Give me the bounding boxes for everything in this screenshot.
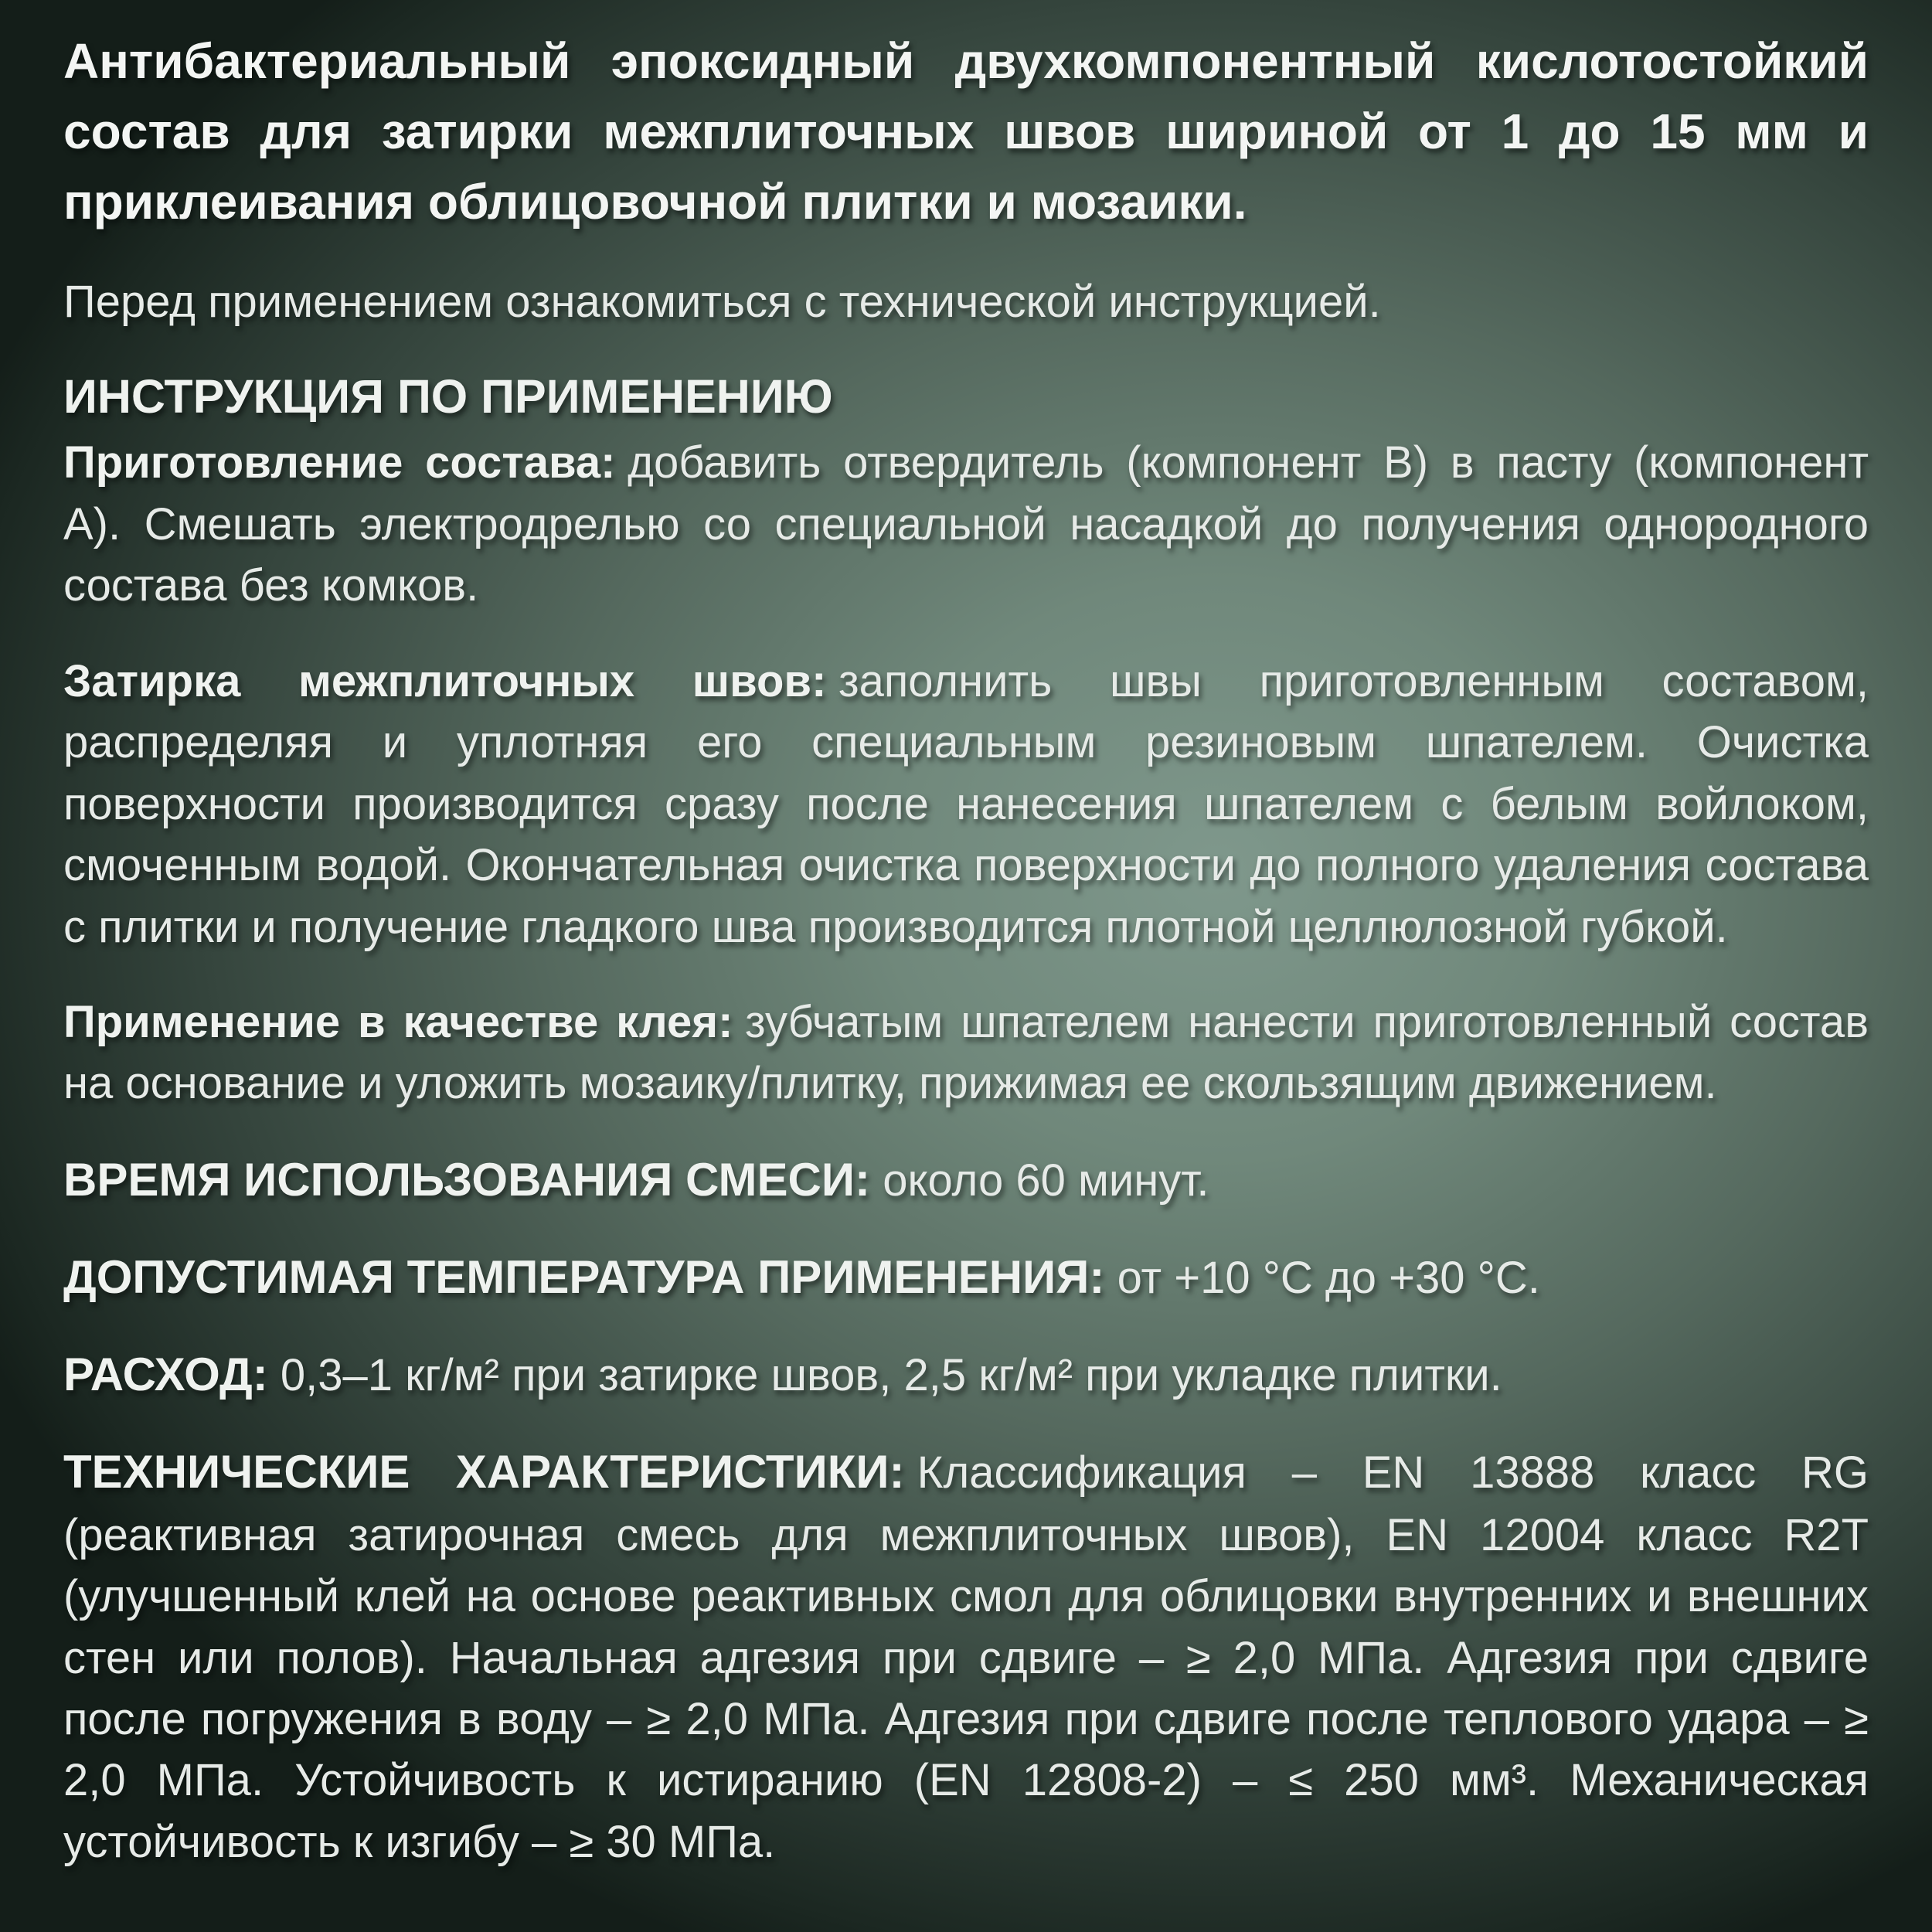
spec-consumption-text: 0,3–1 кг/м² при затирке швов, 2,5 кг/м² при укладке плитки.	[280, 1350, 1502, 1401]
spec-consumption	[63, 1343, 1869, 1406]
spec-consumption-label: РАСХОД:	[63, 1349, 268, 1401]
section-grouting-label: Затирка межплиточных швов:	[63, 655, 827, 706]
intro-paragraph: Антибактериальный эпоксидный двухкомпонентный кислотостойкий состав для затирки межплиточных швов шириной от 1 до 15 мм и приклеивания облицовочной плитки и мозаики.	[63, 33, 1869, 230]
section-adhesive-text: зубчатым шпателем нанести приготовленный состав на основание и уложить мозаику/плитку, прижимая ее скользящим движением.	[63, 997, 1869, 1109]
spec-working-time-text: около 60 минут.	[883, 1155, 1209, 1206]
instructions-title: ИНСТРУКЦИЯ ПО ПРИМЕНЕНИЮ	[63, 370, 833, 423]
section-grouting	[63, 651, 1869, 957]
section-preparation-label: Приготовление состава:	[63, 437, 616, 488]
section-preparation-text: добавить отвердитель (компонент В) в пасту (компонент А). Смешать электродрелью со специальной насадкой до получения однородного состава без комков.	[63, 437, 1869, 611]
usage-note: Перед применением ознакомиться с технической инструкцией.	[63, 276, 1381, 327]
spec-temperature-label: ДОПУСТИМАЯ ТЕМПЕРАТУРА ПРИМЕНЕНИЯ:	[63, 1251, 1105, 1304]
spec-technical	[63, 1440, 1869, 1872]
section-adhesive-label: Применение в качестве клея:	[63, 997, 733, 1047]
spec-technical-text: Классификация – EN 13888 класс RG (реактивная затирочная смесь для межплиточных швов), EN 12004 класс R2T (улучшенный клей на основе реактивных смол для облицовки внутренних и внешних стен или полов). Начальная адгезия при сдвиге – ≥ 2,0 МПа. Адгезия при сдвиге после погружения в воду – ≥ 2,0 МПа. Адгезия при сдвиге после теплового удара – ≥ 2,0 МПа. Устойчивость к истиранию (EN 12808-2) – ≤ 250 мм³. Механическая устойчивость к изгибу – ≥ 30 МПа.	[63, 1447, 1869, 1867]
section-preparation	[63, 432, 1869, 616]
spec-temperature	[63, 1246, 1869, 1309]
section-grouting-text: заполнить швы приготовленным составом, распределяя и уплотняя его специальным резиновым шпателем. Очистка поверхности производится сразу после нанесения шпателем с белым войлоком, смоченным водой. Окончательная очистка поверхности до полного удаления состава с плитки и получение гладкого шва производится плотной целлюлозной губкой.	[63, 655, 1869, 952]
section-adhesive	[63, 992, 1869, 1114]
spec-working-time-label: ВРЕМЯ ИСПОЛЬЗОВАНИЯ СМЕСИ:	[63, 1153, 870, 1206]
spec-working-time	[63, 1148, 1869, 1212]
spec-temperature-text: от +10 °С до +30 °С.	[1117, 1253, 1540, 1304]
spec-technical-label: ТЕХНИЧЕСКИЕ ХАРАКТЕРИСТИКИ:	[63, 1446, 905, 1498]
